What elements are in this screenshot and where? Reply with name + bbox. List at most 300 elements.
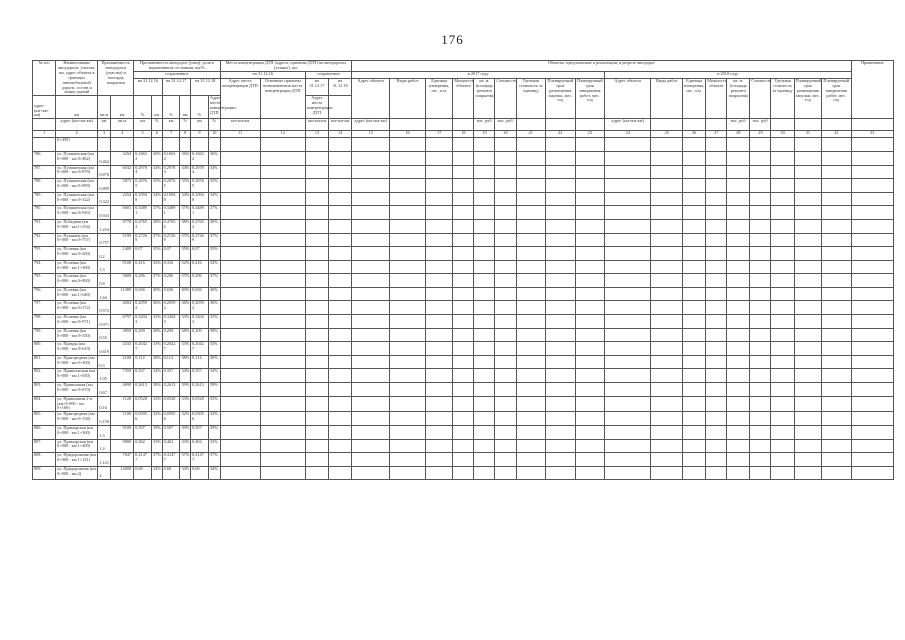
unit-c33 [851,119,893,131]
header-works: Объекты, предлагаемые к реализации, в разрезе автодорог [352,61,851,72]
empty-cell [706,233,727,247]
empty-cell [220,425,260,439]
share-pct-2017: 34% [180,192,191,206]
empty-cell [329,466,352,480]
column-number: 20 [495,131,516,138]
row-number: 793. [33,247,56,261]
column-number: 15 [352,131,390,138]
column-number: 32 [822,131,852,138]
empty-cell [727,315,750,329]
empty-cell [352,439,390,453]
empty-cell [683,179,706,193]
empty-cell [575,247,605,261]
empty-cell [851,165,893,179]
share-pct-2016: 38% [152,328,163,342]
share-km-2017: 0,2876 5 [162,179,180,193]
empty-cell [683,247,706,261]
share-km-2016: 0,462 [134,439,152,453]
share-pct-2016: 32% [152,412,163,426]
empty-cell [208,138,220,152]
empty-cell [706,260,727,274]
unit-c9: км [191,119,209,131]
row-number: 807. [33,439,56,453]
empty-cell [605,315,651,329]
empty-cell [474,151,495,165]
empty-cell [771,233,794,247]
road-length: 1,05 [98,369,111,383]
share-pct-2018: 34% [208,165,220,179]
empty-cell [706,287,727,301]
empty-cell [425,453,452,467]
share-pct-2018: 36% [208,301,220,315]
road-name: ул. Приморская (км 0+000 - км 1+400) [56,439,98,453]
header-dtp-current: сохраненное [305,71,351,78]
empty-cell [390,247,426,261]
empty-cell [546,383,576,397]
share-pct-2017: 36% [180,151,191,165]
share-pct-2017: 35% [180,179,191,193]
empty-cell [474,383,495,397]
share-pct-2016: 36% [152,301,163,315]
road-area: 5873 [110,179,133,193]
empty-cell [329,274,352,288]
row-number: 803. [33,383,56,397]
header-date-2016: на 31.12.16 [134,78,162,96]
column-number: 9 [191,131,209,138]
unit-c26 [683,119,706,131]
header-cost-2017: Стоимость [495,78,516,119]
share-km-2016: 0,656 [134,287,152,301]
empty-cell [390,219,426,233]
unit-c11: км+км-км [220,119,260,131]
share-km-2018: 0,2876 5 [191,179,209,193]
unit-c15: адрес (км+км-км) [352,119,390,131]
empty-cell [305,466,328,480]
column-number: 12 [260,131,305,138]
empty-cell [575,287,605,301]
empty-cell [683,219,706,233]
table-row [33,260,894,274]
empty-cell [516,412,546,426]
empty-cell [453,138,474,152]
empty-cell [750,425,771,439]
table-row [33,453,894,467]
empty-cell [329,179,352,193]
empty-cell [546,260,576,274]
empty-cell [162,138,180,152]
share-pct-2016: 34% [152,165,163,179]
empty-cell [495,206,516,220]
row-number: 790. [33,206,56,220]
empty-cell [771,439,794,453]
empty-cell [220,138,260,152]
share-pct-2018: 37% [208,206,220,220]
empty-cell [546,453,576,467]
share-km-2017: 0,114 [162,355,180,369]
share-km-2018: 0,2059 2 [191,301,209,315]
row-number: 802. [33,369,56,383]
share-km-2018: 0,68 [191,466,209,480]
empty-cell [546,315,576,329]
unit-c5: км [134,119,152,131]
road-area: 1120 [110,396,133,412]
empty-cell [605,383,651,397]
empty-cell [683,396,706,412]
road-area: 9800 [110,439,133,453]
empty-cell [260,233,305,247]
empty-cell [495,355,516,369]
empty-cell [575,151,605,165]
empty-cell [352,412,390,426]
empty-cell [651,315,683,329]
empty-cell [822,369,852,383]
empty-cell [822,355,852,369]
empty-cell [851,342,893,356]
empty-cell [516,260,546,274]
share-pct-2016: 37% [152,206,163,220]
share-pct-2018: 33% [208,439,220,453]
column-number: 31 [794,131,821,138]
empty-cell [727,466,750,480]
empty-cell [220,466,260,480]
empty-cell [220,287,260,301]
road-length: 0,8 [98,274,111,288]
table-row [33,439,894,453]
unit-c7: км [162,119,180,131]
empty-cell [260,328,305,342]
empty-cell [453,151,474,165]
empty-cell [329,206,352,220]
empty-cell [822,425,852,439]
share-pct-2017: 39% [180,425,191,439]
empty-cell [794,383,821,397]
empty-cell [750,301,771,315]
empty-cell [220,355,260,369]
share-km-2017: 0,1663 2 [162,151,180,165]
empty-cell [390,396,426,412]
empty-cell [727,342,750,356]
empty-cell [220,151,260,165]
table-row [33,179,894,193]
empty-cell [794,151,821,165]
share-km-2016: 0,68 [134,466,152,480]
share-pct-2017: 38% [180,328,191,342]
empty-cell [771,425,794,439]
empty-cell [822,179,852,193]
road-length: 1,4 [98,439,111,453]
empty-cell [329,192,352,206]
empty-cell [390,192,426,206]
column-number: 4 [110,131,133,138]
empty-cell [794,466,821,480]
road-area: 6797 [110,315,133,329]
empty-cell [495,412,516,426]
road-length: 1,3 [98,425,111,439]
road-area: 11480 [110,287,133,301]
empty-cell [706,328,727,342]
share-pct-2016: 33% [152,342,163,356]
empty-cell [329,355,352,369]
share-km-2017: 0,209 [162,328,180,342]
share-pct-2016: 37% [152,233,163,247]
row-number: 796. [33,287,56,301]
empty-cell [651,287,683,301]
empty-cell [474,466,495,480]
empty-cell [706,138,727,152]
empty-cell [260,453,305,467]
empty-cell [495,466,516,480]
empty-cell [794,369,821,383]
empty-cell [352,466,390,480]
share-pct-2017: 34% [180,165,191,179]
share-pct-2018: 32% [208,412,220,426]
empty-cell [390,466,426,480]
empty-cell [605,192,651,206]
empty-cell [605,466,651,480]
empty-cell [575,439,605,453]
empty-cell [771,342,794,356]
column-number: 22 [546,131,576,138]
share-pct-2017: 37% [180,206,191,220]
column-number: 23 [575,131,605,138]
empty-cell [474,274,495,288]
empty-cell [453,396,474,412]
share-pct-2018: 40% [208,287,220,301]
empty-cell [425,219,452,233]
empty-cell [329,396,352,412]
empty-cell [651,425,683,439]
empty-cell [474,301,495,315]
road-length: 1,64 [98,287,111,301]
share-km-2018: 0,3489 1 [191,206,209,220]
empty-cell [771,355,794,369]
empty-cell [352,425,390,439]
empty-cell [352,179,390,193]
header-num: № п/п [33,61,56,96]
empty-cell [822,396,852,412]
empty-cell [771,315,794,329]
empty-cell [546,165,576,179]
empty-cell [771,396,794,412]
empty-cell [651,274,683,288]
empty-cell [727,138,750,152]
empty-cell [605,425,651,439]
empty-cell [516,138,546,152]
empty-cell [425,439,452,453]
road-name: ул. Правды (км 0+000 - км 0+619) [56,342,98,356]
road-length: 0,158 [98,412,111,426]
empty-cell [605,260,651,274]
empty-cell [651,151,683,165]
empty-cell [329,439,352,453]
road-name: ул. Полевая (км 0+000 - км 0+200) [56,247,98,261]
table-row [33,396,894,412]
empty-cell [771,219,794,233]
empty-cell [750,453,771,467]
empty-cell [651,260,683,274]
empty-cell [329,151,352,165]
empty-cell [260,383,305,397]
share-km-2017: 0,296 [162,274,180,288]
empty-cell [453,342,474,356]
row-number: 809. [33,466,56,480]
share-km-2017: 0,2613 [162,383,180,397]
header-deadline-2018: Планируемый срок размещения закупки, мес. год [794,78,821,119]
empty-cell [605,138,651,152]
empty-cell [474,165,495,179]
share-pct-2016: 38% [152,219,163,233]
empty-cell [683,425,706,439]
empty-cell [546,233,576,247]
header-unit-km-c3: км [56,96,98,119]
empty-cell [683,466,706,480]
empty-cell [474,342,495,356]
share-pct-2018: 37% [208,453,220,467]
empty-cell [794,355,821,369]
share-km-2016: 0,1094 8 [134,192,152,206]
empty-cell [134,138,152,152]
column-number: 16 [390,131,426,138]
empty-cell [390,383,426,397]
share-pct-2018: 38% [208,328,220,342]
table-row [33,383,894,397]
empty-cell [329,247,352,261]
share-km-2016: 0,209 [134,328,152,342]
empty-cell [750,165,771,179]
road-length: 0,55 [98,328,111,342]
empty-cell [352,233,390,247]
empty-cell [651,138,683,152]
header-costkm-2017: кв. м. (площадь ремонта покрытия) [474,78,495,119]
empty-cell [425,233,452,247]
empty-cell [220,453,260,467]
empty-cell [683,328,706,342]
table-row [33,274,894,288]
share-pct-2017: 32% [180,412,191,426]
empty-cell [546,206,576,220]
empty-cell [390,328,426,342]
unit-c12 [260,119,305,131]
empty-cell [305,260,328,274]
row-number: 808. [33,453,56,467]
empty-cell [329,138,352,152]
empty-cell [329,328,352,342]
share-pct-2016: 33% [152,315,163,329]
road-area: 4690 [110,383,133,397]
empty-cell [575,355,605,369]
road-area: 9100 [110,425,133,439]
share-km-2016: 0,4147 7 [134,453,152,467]
empty-cell [771,466,794,480]
empty-cell [516,247,546,261]
empty-cell [516,342,546,356]
column-number: 24 [605,131,651,138]
share-km-2017: 0,2042 7 [162,342,180,356]
unit-c10: % [208,119,220,131]
unit-c18 [453,119,474,131]
empty-cell [390,412,426,426]
road-name: ул. Пушкинская (км 0+000 - км 0+899) [56,179,98,193]
empty-cell [683,287,706,301]
column-number: 21 [516,131,546,138]
empty-cell [390,274,426,288]
empty-cell [260,165,305,179]
share-km-2017: 0,357 [162,369,180,383]
share-pct-2018: 38% [208,219,220,233]
empty-cell [98,138,111,152]
empty-cell [683,439,706,453]
header-length: Протяженность автодороги (участка) и площадь покрытия [98,61,134,96]
table-row [33,369,894,383]
row-number: 806. [33,425,56,439]
empty-cell [305,315,328,329]
empty-cell [453,165,474,179]
empty-cell [352,206,390,220]
empty-cell [794,179,821,193]
empty-cell [851,260,893,274]
empty-cell [390,439,426,453]
empty-cell [851,179,893,193]
share-km-2017: 0,07 [162,247,180,261]
share-pct-2018: 34% [208,192,220,206]
empty-cell [727,192,750,206]
header-current: сохраненное [134,71,220,78]
empty-cell [495,219,516,233]
share-km-2016: 0,296 [134,274,152,288]
empty-cell [425,396,452,412]
empty-cell [546,138,576,152]
road-name: ул. Полевая (км 0+000 - км 1+300) [56,260,98,274]
empty-cell [260,260,305,274]
empty-cell [260,179,305,193]
share-km-2016: 0,1663 2 [134,151,152,165]
empty-cell [495,342,516,356]
empty-cell [727,301,750,315]
road-length: 0,876 [98,165,111,179]
empty-cell [851,439,893,453]
empty-cell [727,383,750,397]
header-place: Адрес места концентрации ДТП [220,78,260,119]
empty-cell [390,287,426,301]
share-km-2017: 0,2978 4 [162,165,180,179]
row-number: 804. [33,396,56,412]
share-pct-2016: 33% [152,439,163,453]
road-name: ул. Пушкинская (км 0+000 - км 0+943) [56,206,98,220]
empty-cell [771,301,794,315]
empty-cell [651,206,683,220]
empty-cell [352,165,390,179]
share-km-2018: 0,4147 7 [191,453,209,467]
road-name: ул. Пушкинская (км 0+000 - км 0+462) [56,151,98,165]
empty-cell [605,165,651,179]
header-date-2017: на 31.12.17 [162,78,190,96]
empty-cell [683,342,706,356]
share-km-2018: 0,2042 7 [191,342,209,356]
road-name: ул. Привольная (км 0+000 - км 0+670) [56,383,98,397]
empty-cell [352,328,390,342]
header-addr-obj-2018: Адрес объекта [605,78,651,119]
empty-cell [495,233,516,247]
empty-cell [546,247,576,261]
empty-cell [191,138,209,152]
empty-cell [706,192,727,206]
empty-cell [390,179,426,193]
share-pct-2018: 38% [208,355,220,369]
empty-cell [260,247,305,261]
empty-cell [260,206,305,220]
table-row [33,301,894,315]
unit-c31 [794,119,821,131]
